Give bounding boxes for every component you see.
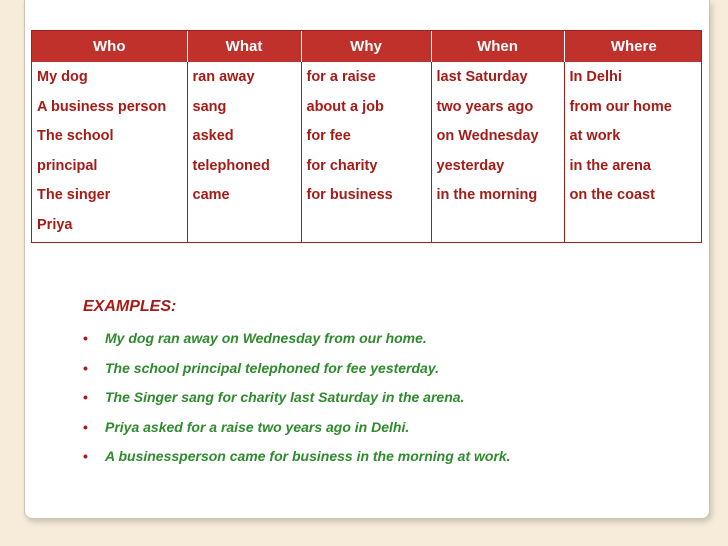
header-when: When xyxy=(431,31,564,62)
when-column xyxy=(431,62,564,243)
examples-section xyxy=(83,298,703,478)
cell: asked xyxy=(192,128,234,144)
example-text: My dog ran away on Wednesday from our home. xyxy=(105,330,427,346)
cell: for business xyxy=(306,187,393,203)
cell: on the coast xyxy=(569,187,655,203)
example-item xyxy=(83,360,703,390)
who-column xyxy=(32,62,187,243)
bullet: • xyxy=(83,448,88,464)
cell: sang xyxy=(192,98,227,115)
bullet: • xyxy=(83,389,88,405)
example-item xyxy=(83,419,703,449)
cell: ran away xyxy=(192,69,255,85)
cell: about a job xyxy=(306,98,384,115)
header-why: Why xyxy=(301,31,431,62)
cell: The school xyxy=(37,128,114,144)
examples-title: EXAMPLES: xyxy=(83,298,177,315)
cell: for a raise xyxy=(306,69,376,85)
slide xyxy=(24,0,710,519)
what-column xyxy=(187,62,301,243)
example-item xyxy=(83,330,703,360)
header-what: What xyxy=(187,31,301,62)
cell: two years ago xyxy=(436,98,534,115)
example-text: The Singer sang for charity last Saturday in the arena. xyxy=(105,389,465,405)
cell: for charity xyxy=(306,157,378,174)
cell: from our home xyxy=(569,98,672,115)
table-row xyxy=(32,62,702,243)
bullet: • xyxy=(83,330,88,346)
example-item xyxy=(83,389,703,419)
cell: on Wednesday xyxy=(436,128,539,144)
cell: came xyxy=(192,187,230,203)
cell: telephoned xyxy=(192,157,270,174)
cell: In Delhi xyxy=(569,69,622,85)
cell: A business person xyxy=(37,98,167,115)
table-header-row xyxy=(32,31,702,62)
example-text: The school principal telephoned for fee yesterday. xyxy=(105,359,440,376)
cell: in the morning xyxy=(436,187,538,203)
cell: My dog xyxy=(37,69,88,85)
example-item xyxy=(83,448,703,478)
why-column xyxy=(301,62,431,243)
vocabulary-table xyxy=(31,30,702,243)
header-where: Where xyxy=(564,31,702,62)
cell: yesterday xyxy=(436,157,505,174)
cell: The singer xyxy=(37,187,111,203)
cell: in the arena xyxy=(569,157,651,174)
cell: Priya xyxy=(37,216,73,233)
cell: principal xyxy=(37,157,98,174)
example-text: A businessperson came for business in the morning at work. xyxy=(105,448,511,464)
cell: last Saturday xyxy=(436,69,528,85)
example-text: Priya asked for a raise two years ago in Delhi. xyxy=(105,418,410,435)
cell: at work xyxy=(569,128,621,144)
where-column xyxy=(564,62,702,243)
bullet: • xyxy=(83,359,88,376)
header-who: Who xyxy=(32,31,187,62)
bullet: • xyxy=(83,418,88,435)
cell: for fee xyxy=(306,128,351,144)
